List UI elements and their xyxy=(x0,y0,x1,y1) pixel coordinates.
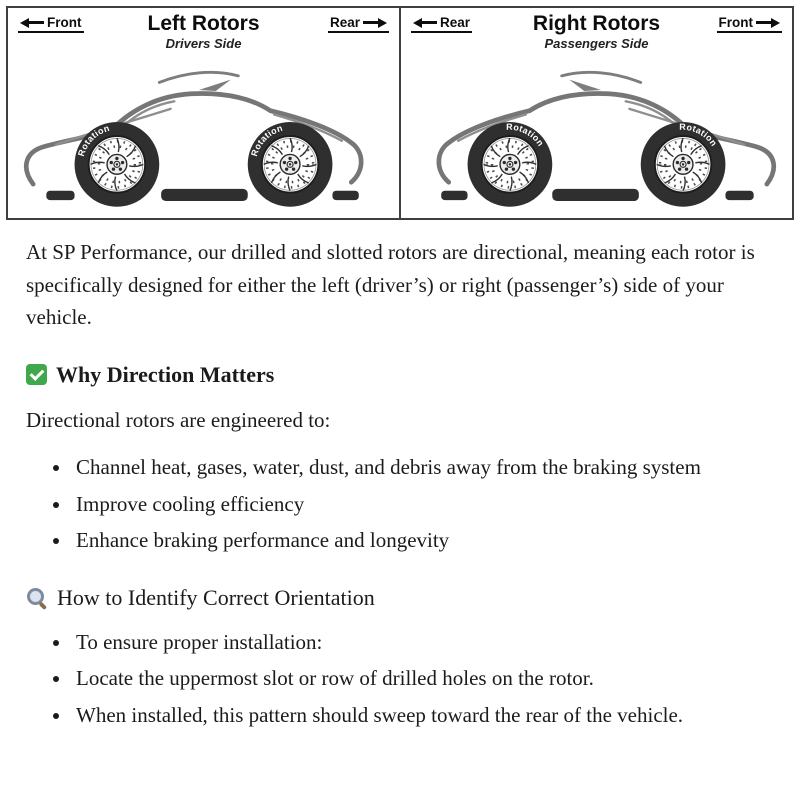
rear-label: Rear xyxy=(329,15,360,30)
section-title: Why Direction Matters xyxy=(56,361,275,387)
list-item: • To ensure proper installation: xyxy=(72,627,774,659)
front-direction-label xyxy=(18,15,84,33)
left-car-illustration xyxy=(8,58,399,218)
left-panel-header xyxy=(8,8,399,58)
list-item: • Enhance braking performance and longevity xyxy=(72,525,774,557)
check-icon xyxy=(26,364,47,385)
section-heading-why-direction-matters xyxy=(26,362,774,388)
section-lead: Directional rotors are engineered to: xyxy=(26,407,331,432)
search-icon xyxy=(26,587,48,609)
right-rotors-panel xyxy=(399,8,792,218)
right-panel-subtitle: Passengers Side xyxy=(544,36,649,52)
front-direction-label xyxy=(717,15,783,33)
rear-direction-label xyxy=(411,15,472,33)
page xyxy=(0,6,800,806)
front-label: Front xyxy=(718,15,753,30)
list-item: • Channel heat, gases, water, dust, and debris away from the braking system xyxy=(72,452,774,484)
left-panel-title: Left Rotors xyxy=(147,12,260,35)
right-panel-header xyxy=(401,8,792,58)
right-car-illustration xyxy=(401,58,792,218)
arrow-right-icon xyxy=(756,18,780,28)
benefits-list xyxy=(26,452,774,557)
front-label: Front xyxy=(47,15,82,30)
arrow-right-icon xyxy=(363,18,387,28)
list-item: • When installed, this pattern should sweep toward the rear of the vehicle. xyxy=(72,700,774,732)
rotation-label: Rotation xyxy=(249,122,284,158)
rear-direction-label xyxy=(328,15,389,33)
list-item: • Locate the uppermost slot or row of drilled holes on the rotor. xyxy=(72,663,774,695)
rotation-label: Rotation xyxy=(506,121,546,149)
section-title: How to Identify Correct Orientation xyxy=(57,584,375,610)
rotation-label: Rotation xyxy=(679,121,720,149)
right-panel-title: Right Rotors xyxy=(532,12,661,35)
left-panel-subtitle: Drivers Side xyxy=(165,36,242,52)
left-rotors-panel xyxy=(8,8,399,218)
rear-label: Rear xyxy=(440,15,471,30)
rotor-direction-diagram xyxy=(6,6,794,220)
section-heading-identify-orientation xyxy=(26,585,774,611)
intro-paragraph: At SP Performance, our drilled and slotted rotors are directional, meaning each rotor is specifically designed for either the left (driver’s) or right (passenger’s) side of your vehicle. xyxy=(26,240,755,330)
list-item: • Improve cooling efficiency xyxy=(72,489,774,521)
orientation-list xyxy=(26,627,774,732)
article-body xyxy=(0,236,800,783)
arrow-left-icon xyxy=(413,18,437,28)
rotation-label: Rotation xyxy=(75,122,111,158)
arrow-left-icon xyxy=(20,18,44,28)
